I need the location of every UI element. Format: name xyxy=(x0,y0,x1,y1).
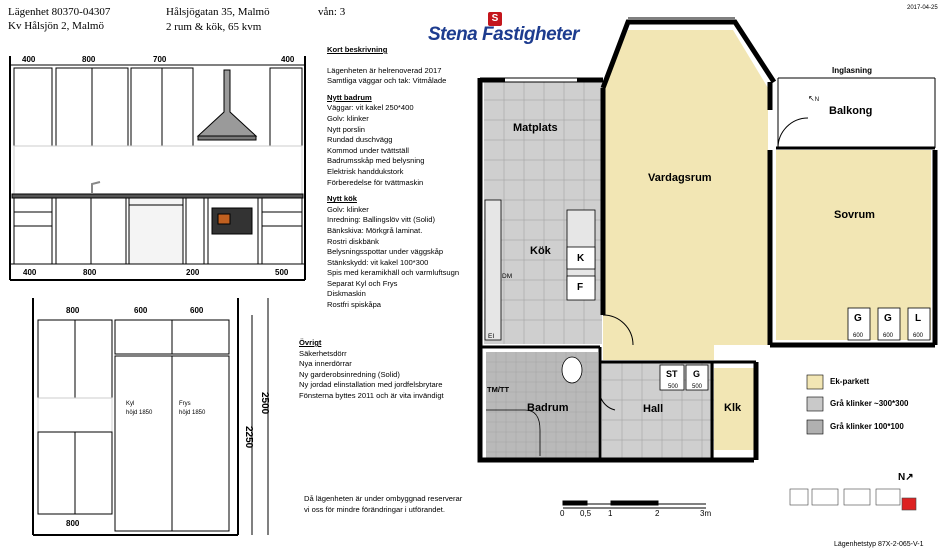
address: Hålsjögatan 35, Malmö xyxy=(166,6,270,18)
kitchen-item: Stänkskydd: vit kakel 100*300 xyxy=(327,257,429,267)
other-item: Säkerhetsdörr xyxy=(299,348,347,358)
kitchen-top-width-3: 700 xyxy=(153,55,167,64)
description-title: Kort beskrivning xyxy=(327,45,388,54)
closet-st: ST xyxy=(666,369,678,379)
fridge-top-width-3: 600 xyxy=(190,306,204,315)
height-total: 2500 xyxy=(259,392,270,415)
kitchen-item: Inredning: Ballingslöv vitt (Solid) xyxy=(327,215,436,225)
date: 2017-04-25 xyxy=(907,5,938,11)
stena-logo-icon: S xyxy=(488,12,502,26)
kitchen-top-width-1: 400 xyxy=(22,55,36,64)
freezer-f: F xyxy=(577,282,584,293)
kitchen-top-width-4: 400 xyxy=(281,55,295,64)
closet-st-width: 500 xyxy=(668,384,679,390)
legend-tile-100: Grå klinker 100*100 xyxy=(830,422,904,431)
room-sovrum: Sovrum xyxy=(834,209,875,221)
room-balkong: Balkong xyxy=(829,105,873,117)
scale-tick: 0,5 xyxy=(580,509,592,518)
kitchen-bottom-width-1: 400 xyxy=(23,268,37,277)
kitchen-title: Nytt kök xyxy=(327,194,357,204)
fridge-top-width-2: 600 xyxy=(134,306,148,315)
property-name: Kv Hålsjön 2, Malmö xyxy=(8,20,104,32)
bath-item: Kommod under tvättställ xyxy=(327,145,409,155)
kitchen-item: Rostri diskbänk xyxy=(327,236,379,246)
fridge-top-width-1: 800 xyxy=(66,306,80,315)
room-matplats: Matplats xyxy=(513,122,558,134)
room-klk: Klk xyxy=(724,402,742,414)
bath-item: Nytt porslin xyxy=(327,124,365,134)
north-arrow-small-icon: N↗ xyxy=(898,472,914,483)
north-arrow-icon: ↖N xyxy=(808,94,820,103)
height-inner: 2250 xyxy=(243,426,254,449)
kitchen-bottom-width-4: 500 xyxy=(275,268,289,277)
apartment-type: Lägenhetstyp 87X-2-065-V-1 xyxy=(834,541,924,548)
kitchen-bottom-width-2: 800 xyxy=(83,268,97,277)
room-vardagsrum: Vardagsrum xyxy=(648,172,712,184)
other-block xyxy=(299,338,479,402)
rooms-size: 2 rum & kök, 65 kvm xyxy=(166,21,262,33)
wardrobe-label: G xyxy=(884,313,892,324)
bath-item: Rundad duschvägg xyxy=(327,135,393,145)
kitchen-item: Rostfri spiskåpa xyxy=(327,300,382,310)
bath-item: Väggar: vit kakel 250*400 xyxy=(327,103,414,113)
wardrobe-width: 600 xyxy=(853,333,864,339)
washer-tmtt: TM/TT xyxy=(487,385,510,394)
kitchen-bottom-width-3: 200 xyxy=(186,268,200,277)
wardrobe-label: G xyxy=(854,313,862,324)
scale-tick: 2 xyxy=(655,509,660,518)
floor: vån: 3 xyxy=(318,6,346,18)
company-logo: Stena Fastigheter xyxy=(428,24,579,45)
other-title: Övrigt xyxy=(299,338,322,347)
room-kok: Kök xyxy=(530,245,551,257)
other-item: Nya innerdörrar xyxy=(299,359,352,369)
stove-ei: EI xyxy=(488,333,495,340)
legend-tile-300: Grå klinker ~300*300 xyxy=(830,399,909,408)
scale-tick: 0 xyxy=(560,509,565,518)
wardrobe-width: 600 xyxy=(913,333,924,339)
room-badrum: Badrum xyxy=(527,402,569,414)
disclaimer-line: Då lägenheten är under ombyggnad reserverar xyxy=(304,494,463,503)
kitchen-item: Separat Kyl och Frys xyxy=(327,278,398,288)
intro-line: Lägenheten är helrenoverad 2017 xyxy=(327,65,442,75)
disclaimer xyxy=(304,494,504,515)
fridge-label: Kyl höjd 1850 xyxy=(126,401,153,416)
wardrobe-label: L xyxy=(915,313,922,324)
freezer-label: Frys höjd 1850 xyxy=(179,401,206,416)
fridge-bottom-width: 800 xyxy=(66,519,80,528)
intro-line: Samtliga väggar och tak: Vitmålade xyxy=(327,76,447,86)
kitchen-top-width-2: 800 xyxy=(82,55,96,64)
glazing-label: Inglasning xyxy=(832,66,872,75)
bath-title: Nytt badrum xyxy=(327,92,372,102)
room-hall: Hall xyxy=(643,403,664,415)
other-item: Ny jordad elinstallation med jordfelsbrytare xyxy=(299,380,443,390)
wardrobe-width: 600 xyxy=(883,333,894,339)
apartment-number: Lägenhet 80370-04307 xyxy=(8,6,111,18)
legend-parquet: Ek-parkett xyxy=(830,377,870,386)
kitchen-item: Bänkskiva: Mörkgrå laminat. xyxy=(327,225,423,235)
fridge-k: K xyxy=(577,253,585,264)
closet-g: G xyxy=(693,369,701,379)
other-item: Fönsterna byttes 2011 och är vita invändigt xyxy=(299,390,444,400)
bath-item: Elektrisk handdukstork xyxy=(327,166,404,176)
disclaimer-line: vi oss för mindre förändringar i utförandet. xyxy=(304,504,445,514)
kitchen-item: Spis med keramikhäll och varmluftsugn xyxy=(327,268,460,278)
kitchen-item: Belysningsspottar under väggskåp xyxy=(327,247,444,257)
scale-tick: 1 xyxy=(608,509,613,518)
dishwasher-dm: DM xyxy=(502,273,513,280)
kitchen-item: Golv: klinker xyxy=(327,204,369,214)
kitchen-item: Diskmaskin xyxy=(327,289,366,299)
bath-item: Badrumsskåp med belysning xyxy=(327,156,425,166)
other-item: Ny garderobsinredning (Solid) xyxy=(299,369,400,379)
closet-g-width: 500 xyxy=(692,384,703,390)
scale-tick: 3m xyxy=(700,509,712,518)
description-block xyxy=(327,45,477,311)
bath-item: Förberedelse för tvättmaskin xyxy=(327,177,424,187)
bath-item: Golv: klinker xyxy=(327,113,369,123)
